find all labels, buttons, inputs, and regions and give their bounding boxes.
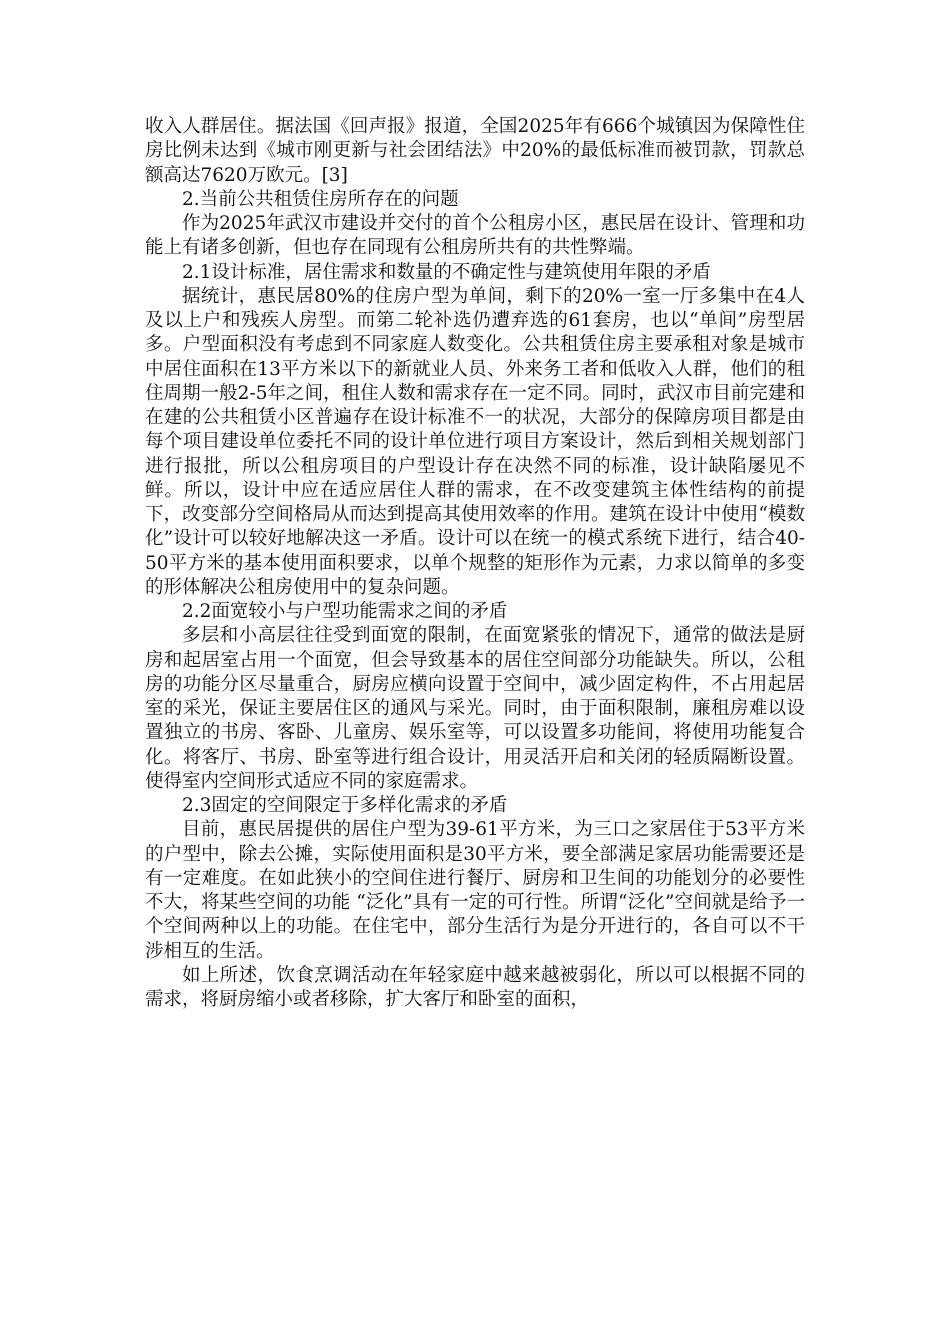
paragraph-2-3: 目前，惠民居提供的居住户型为39-61平方米，为三口之家居住于53平方米的户型中，除去公摊，实际使用面积是30平方米，要全部满足家居功能需要还是有一定难度。在如此狭小的空间住进行餐厅、厨房和卫生间的功能划分的必要性不大，将某些空间的功能 “泛化”具有一定的可行性。所谓“泛化”空间就是给予一个空间两种以上的功能。在住宅中，部分生活行为是分开进行的，各自可以不干涉相互的生活。: [145, 819, 805, 962]
section-heading-2: 2.当前公共租赁住房所存在的问题: [182, 188, 459, 210]
document-body: [145, 115, 805, 1012]
section-heading-2-3: 2.3固定的空间限定于多样化需求的矛盾: [182, 795, 508, 816]
section-heading-2-1: 2.1设计标准，居住需求和数量的不确定性与建筑使用年限的矛盾: [182, 261, 711, 283]
paragraph-2-1: 据统计，惠民居80%的住房户型为单间，剩下的20%一室一厅多集中在4人及以上户和残疾人房型。而第二轮补选仍遭弃选的61套房，也以“单间”房型居多。户型面积没有考虑到不同家庭人数变化。公共租赁住房主要承租对象是城市中居住面积在13平方米以下的新就业人员、外来务工者和低收入人群，他们的租住周期一般2-5年之间，租住人数和需求存在一定不同。同时，武汉市目前完建和在建的公共租赁小区普遍存在设计标准不一的状况，大部分的保障房项目都是由每个项目建设单位委托不同的设计单位进行项目方案设计，然后到相关规划部门进行报批，所以公租房项目的户型设计存在决然不同的标准，设计缺陷屡见不鲜。所以，设计中应在适应居住人群的需求，在不改变建筑主体性结构的前提下，改变部分空间格局从而达到提高其使用效率的作用。建筑在设计中使用“模数化”设计可以较好地解决这一矛盾。设计可以在统一的模式系统下进行，结合40-50平方米的基本使用面积要求，以单个规整的矩形作为元素，力求以简单的多变的形体解决公租房使用中的复杂问题。: [145, 285, 805, 598]
paragraph-continued: 收入人群居住。据法国《回声报》报道，全国2025年有666个城镇因为保障性住房比例未达到《城市刚更新与社会团结法》中20%的最低标准而被罚款，罚款总额高达7620万欧元。[3]: [145, 116, 805, 186]
paragraph-intro: 作为2025年武汉市建设并交付的首个公租房小区，惠民居在设计、管理和功能上有诸多创新，但也存在同现有公租房所共有的共性弊端。: [145, 213, 805, 259]
paragraph-2-2: 多层和小高层往往受到面宽的限制，在面宽紧张的情况下，通常的做法是厨房和起居室占用一个面宽，但会导致基本的居住空间部分功能缺失。所以，公租房的功能分区尽量重合，厨房应横向设置于空间中，减少固定构件，不占用起居室的采光，保证主要居住区的通风与采光。同时，由于面积限制，廉租房难以设置独立的书房、客卧、儿童房、娱乐室等，可以设置多功能间，将使用功能复合化。将客厅、书房、卧室等进行组合设计，用灵活开启和关闭的轻质隔断设置。使得室内空间形式适应不同的家庭需求。: [145, 625, 805, 792]
section-heading-2-2: 2.2面宽较小与户型功能需求之间的矛盾: [182, 601, 508, 622]
paragraph-final: 如上所述，饮食烹调活动在年轻家庭中越来越被弱化，所以可以根据不同的需求，将厨房缩小或者移除，扩大客厅和卧室的面积，: [145, 964, 805, 1010]
